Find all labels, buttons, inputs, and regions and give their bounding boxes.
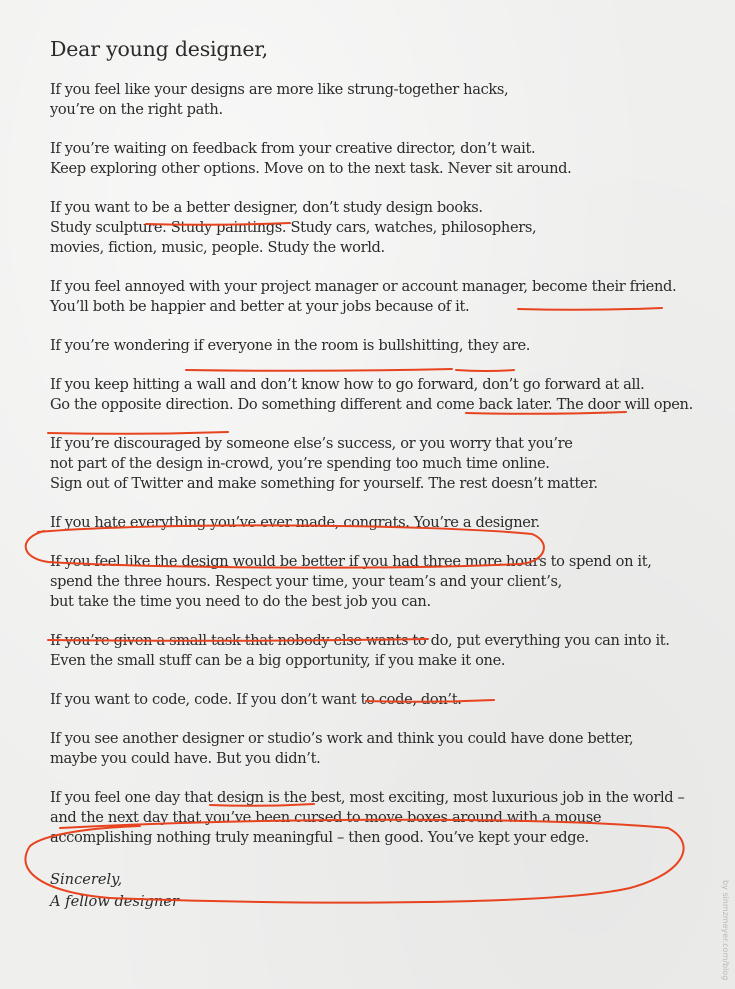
signature: A fellow designer <box>50 893 179 910</box>
letter <box>50 36 710 913</box>
paragraph-line: If you see another designer or studio’s work and think you could have done better, <box>50 730 634 747</box>
paragraph-12 <box>50 729 710 769</box>
paragraph-line: Sign out of Twitter and make something for yourself. The rest doesn’t matter. <box>50 475 598 492</box>
paragraph-line: If you want to be a better designer, don’t study design books. <box>50 199 483 216</box>
watermark: by sinmzmeyer.com/blog <box>721 880 730 981</box>
paragraph-line: If you’re discouraged by someone else’s success, or you worry that you’re <box>50 435 573 452</box>
paragraph-3 <box>50 198 710 258</box>
paragraph-line: maybe you could have. But you didn’t. <box>50 750 321 767</box>
paragraph-line: If you feel one day that design is the best, most exciting, most luxurious job in the world – <box>50 789 685 806</box>
paragraph-line: If you’re waiting on feedback from your creative director, don’t wait. <box>50 140 536 157</box>
paragraph-line: movies, fiction, music, people. Study the world. <box>50 239 385 256</box>
paragraph-6 <box>50 375 710 415</box>
paragraph-line: you’re on the right path. <box>50 101 223 118</box>
paragraph-4 <box>50 277 710 317</box>
signoff: Sincerely, <box>50 871 123 888</box>
paragraph-9 <box>50 552 710 612</box>
paragraph-line: accomplishing nothing truly meaningful – then good. You’ve kept your edge. <box>50 829 589 846</box>
signature-block <box>50 869 710 913</box>
paragraph-line: If you feel like your designs are more like strung-together hacks, <box>50 81 509 98</box>
paragraph-2 <box>50 139 710 179</box>
paragraph-line: Even the small stuff can be a big opportunity, if you make it one. <box>50 652 506 669</box>
paragraph-line: You’ll both be happier and better at your jobs because of it. <box>50 298 470 315</box>
paragraph-line: not part of the design in-crowd, you’re spending too much time online. <box>50 455 550 472</box>
paragraph-line: If you want to code, code. If you don’t want to code, don’t. <box>50 691 462 708</box>
paragraph-10 <box>50 631 710 671</box>
paragraph-line: and the next day that you’ve been cursed to move boxes around with a mouse <box>50 809 602 826</box>
paragraph-7 <box>50 434 710 494</box>
paragraph-line: If you’re wondering if everyone in the room is bullshitting, they are. <box>50 337 531 354</box>
paragraph-line: Go the opposite direction. Do something different and come back later. The door will open. <box>50 396 693 413</box>
paragraph-line: but take the time you need to do the best job you can. <box>50 593 431 610</box>
paragraph-line: If you hate everything you’ve ever made, congrats. You’re a designer. <box>50 514 540 531</box>
paragraph-line: If you feel like the design would be better if you had three more hours to spend on it, <box>50 553 652 570</box>
paragraph-5 <box>50 336 710 356</box>
paragraph-line: Keep exploring other options. Move on to the next task. Never sit around. <box>50 160 572 177</box>
paragraph-line: If you’re given a small task that nobody else wants to do, put everything you can into it. <box>50 632 670 649</box>
paragraph-8 <box>50 513 710 533</box>
letter-greeting: Dear young designer, <box>50 37 268 61</box>
paragraph-11 <box>50 690 710 710</box>
paragraph-line: If you keep hitting a wall and don’t know how to go forward, don’t go forward at all. <box>50 376 645 393</box>
paragraph-13 <box>50 788 710 848</box>
paragraph-line: If you feel annoyed with your project manager or account manager, become their friend. <box>50 278 677 295</box>
paragraph-line: Study sculpture. Study paintings. Study cars, watches, philosophers, <box>50 219 537 236</box>
paragraph-line: spend the three hours. Respect your time, your team’s and your client’s, <box>50 573 562 590</box>
paragraph-1 <box>50 80 710 120</box>
